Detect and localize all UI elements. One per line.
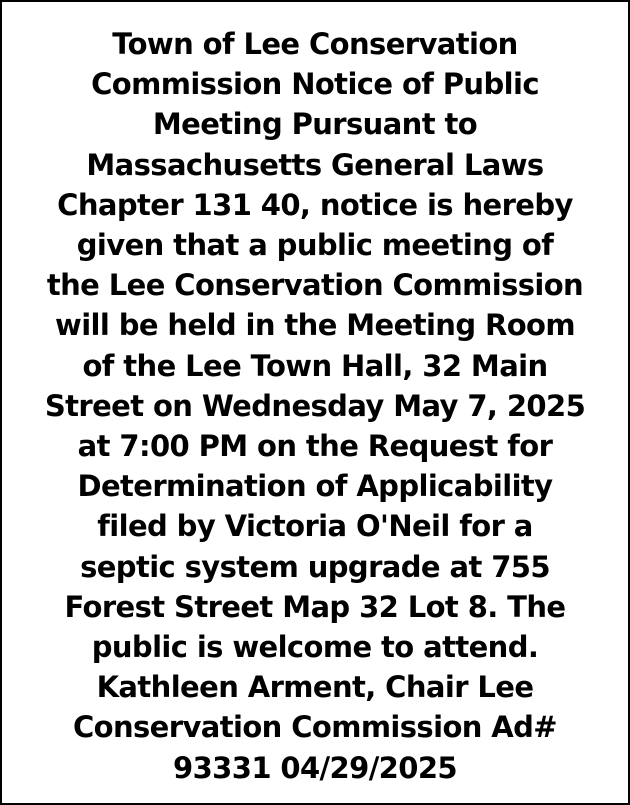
notice-text: Town of Lee Conservation Commission Notice of Public Meeting Pursuant to Massachusetts General Laws Chapter 131 40, notice is hereby given that a public meeting of the Lee Conservation Commission will be held in the Meeting Room of the Lee Town Hall, 32 Main Street on Wednesday May 7, 2025 at 7:00 PM on the Request for Determination of Applicability filed by Victoria O'Neil for a septic system upgrade at 755 Forest Street Map 32 Lot 8. The public is welcome to attend. Kathleen Arment, Chair Lee Conservation Commission Ad# 93331 04/29/2025: [44, 27, 586, 785]
